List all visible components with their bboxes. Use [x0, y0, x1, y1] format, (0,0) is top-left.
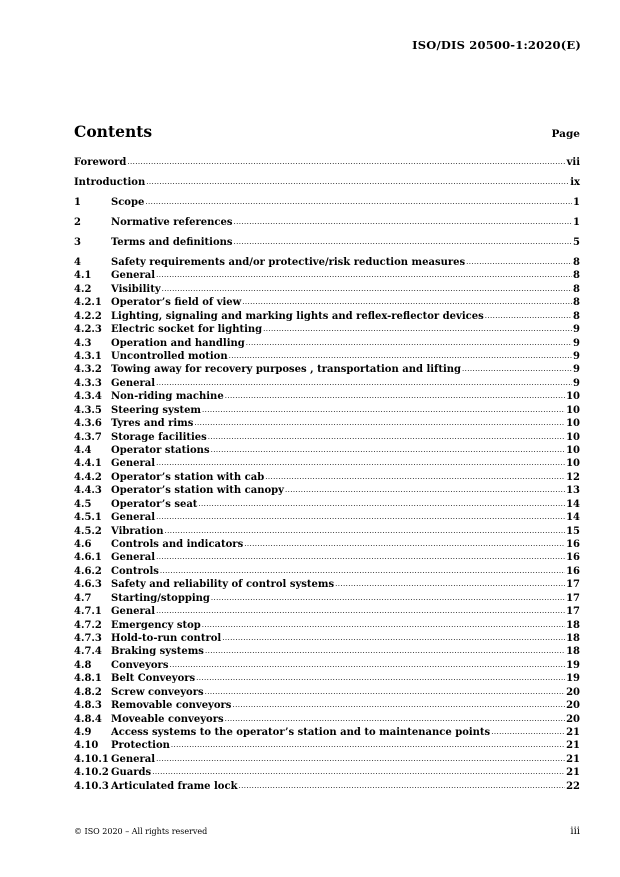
toc-entry[interactable]: [74, 619, 580, 632]
toc-leader-dots: [222, 631, 565, 645]
toc-leader-dots: [205, 685, 565, 699]
toc-entry-number: 4.5.2: [74, 525, 102, 537]
toc-entry[interactable]: [74, 377, 580, 390]
toc-entry-number: 4.3.5: [74, 404, 102, 416]
toc-leader-dots: [156, 604, 565, 618]
toc-entry-title: Vibration: [111, 525, 164, 537]
toc-entry[interactable]: [74, 196, 580, 209]
toc-leader-dots: [246, 336, 572, 350]
toc-entry[interactable]: [74, 323, 580, 336]
toc-entry-page: 18: [566, 633, 580, 645]
toc-entry-number: 4.6.1: [74, 552, 102, 564]
toc-entry-page: 9: [573, 377, 580, 389]
toc-entry-number: 4.8: [74, 659, 92, 671]
toc-entry-page: 21: [566, 727, 580, 739]
toc-entry-title: Steering system: [111, 404, 202, 416]
toc-entry-title: Braking systems: [111, 646, 204, 658]
toc-leader-dots: [156, 268, 572, 282]
toc-entry[interactable]: [74, 525, 580, 538]
toc-leader-dots: [229, 349, 572, 363]
toc-entry-title: Introduction: [74, 177, 146, 188]
toc-entry-number: 4.2.3: [74, 324, 102, 336]
toc-leader-dots: [156, 752, 565, 766]
toc-entry-number: 4.8.4: [74, 713, 102, 725]
toc-entry-page: 19: [566, 659, 580, 671]
toc-entry-title: General: [111, 377, 156, 389]
toc-entry-number: 4.7.2: [74, 619, 102, 631]
toc-leader-dots: [146, 175, 569, 189]
toc-entry[interactable]: [74, 753, 580, 766]
toc-entry-title: Protection: [111, 740, 170, 752]
toc-entry-page: 17: [566, 579, 580, 591]
toc-entry-number: 4.3: [74, 337, 92, 349]
toc-entry-number: 4.4.1: [74, 458, 102, 470]
toc-entry-title: General: [111, 458, 156, 470]
toc-entry-title: General: [111, 512, 156, 524]
toc-leader-dots: [194, 416, 565, 430]
toc-entry-number: 4.3.6: [74, 418, 102, 430]
toc-entry-number: 4.3.1: [74, 351, 102, 362]
toc-leader-dots: [169, 658, 565, 672]
toc-entry-number: 4.2.2: [74, 310, 102, 322]
toc-leader-dots: [491, 725, 565, 739]
toc-leader-dots: [263, 322, 572, 336]
toc-entry-number: 4.5.1: [74, 512, 102, 524]
toc-leader-dots: [234, 235, 573, 249]
toc-leader-dots: [234, 215, 573, 229]
toc-leader-dots: [156, 456, 565, 470]
toc-leader-dots: [242, 295, 572, 309]
toc-leader-dots: [198, 497, 565, 511]
toc-entry-number: 4.5: [74, 498, 92, 510]
toc-entry-number: 4.4: [74, 445, 92, 457]
toc-entry-number: 4.4.3: [74, 485, 102, 497]
toc-entry-page: 9: [573, 324, 580, 336]
toc-entry-page: 5: [573, 237, 580, 248]
toc-entry-number: 4.10: [74, 740, 99, 752]
toc-entry-number: 4.10.2: [74, 767, 109, 779]
toc-entry[interactable]: [74, 780, 580, 793]
toc-entry-page: ix: [570, 177, 580, 188]
toc-entry[interactable]: [74, 632, 580, 645]
toc-entry-page: 20: [566, 686, 580, 698]
toc-entry-number: 4.7.1: [74, 606, 102, 618]
toc-entry-title: Storage facilities: [111, 431, 207, 443]
toc-leader-dots: [285, 483, 565, 497]
toc-entry-page: 14: [566, 512, 580, 524]
toc-entry[interactable]: [74, 471, 580, 484]
toc-leader-dots: [225, 389, 565, 403]
toc-entry-number: 4.10.3: [74, 780, 109, 792]
toc-entry-page: 16: [566, 552, 580, 564]
toc-entry-number: 4.6: [74, 539, 92, 551]
toc-entry-page: 13: [566, 485, 580, 497]
toc-entry-page: 21: [566, 753, 580, 765]
toc-entry[interactable]: [74, 176, 580, 189]
toc-entry-number: 4.2: [74, 283, 92, 295]
toc-entry-title: Safety and reliability of control systems: [111, 579, 335, 591]
toc-entry-title: Hold-to-run control: [111, 633, 222, 645]
toc-entry[interactable]: [74, 713, 580, 726]
toc-entry-page: 9: [573, 337, 580, 349]
toc-leader-dots: [202, 618, 565, 632]
toc-entry-title: Emergency stop: [111, 619, 201, 631]
toc-entry[interactable]: [74, 672, 580, 685]
toc-entry[interactable]: [74, 498, 580, 511]
toc-entry-title: Operator’s station with cab: [111, 471, 265, 483]
toc-leader-dots: [164, 524, 565, 538]
toc-entry-title: General: [111, 753, 156, 765]
toc-leader-dots: [152, 765, 565, 779]
toc-entry-number: 4.1: [74, 270, 92, 282]
toc-entry-page: 20: [566, 713, 580, 725]
toc-entry-page: 10: [566, 418, 580, 430]
toc-leader-dots: [211, 443, 566, 457]
contents-heading: Contents: [74, 122, 153, 141]
toc-entry-page: 1: [573, 217, 580, 228]
toc-entry[interactable]: [74, 337, 580, 350]
toc-entry-number: 4.3.2: [74, 364, 102, 376]
toc-leader-dots: [171, 738, 565, 752]
toc-entry[interactable]: [74, 766, 580, 779]
toc-entry[interactable]: [74, 310, 580, 323]
toc-entry-title: Articulated frame lock: [111, 780, 238, 792]
toc-leader-dots: [211, 591, 565, 605]
toc-entry[interactable]: [74, 444, 580, 457]
toc-entry-number: 4.10.1: [74, 753, 109, 765]
toc-entry-page: 9: [573, 351, 580, 362]
toc-entry-number: 4.2.1: [74, 297, 102, 309]
toc-entry[interactable]: [74, 156, 580, 169]
toc-entry-title: Safety requirements and/or protective/risk reduction measures: [111, 257, 466, 268]
toc-leader-dots: [335, 577, 565, 591]
toc-entry-title: Belt Conveyors: [111, 673, 196, 685]
copyright-notice: © ISO 2020 – All rights reserved: [74, 827, 208, 836]
toc-entry-title: Removable conveyors: [111, 700, 232, 712]
toc-entry-page: 10: [566, 458, 580, 470]
toc-leader-dots: [462, 362, 572, 376]
toc-entry-title: Screw conveyors: [111, 686, 204, 698]
toc-entry-page: 21: [566, 740, 580, 752]
toc-entry-page: 12: [566, 471, 580, 483]
toc-entry-number: 4.7.3: [74, 633, 102, 645]
toc-leader-dots: [205, 644, 565, 658]
toc-entry-number: 1: [74, 197, 81, 208]
toc-entry-title: Operator’s seat: [111, 498, 198, 510]
toc-entry-page: vii: [566, 157, 580, 168]
toc-entry[interactable]: [74, 390, 580, 403]
toc-entry-title: Operator’s station with canopy: [111, 485, 284, 497]
toc-entry-number: 4.8.3: [74, 700, 102, 712]
toc-entry-number: 4.7: [74, 592, 92, 604]
toc-leader-dots: [145, 195, 572, 209]
toc-leader-dots: [265, 470, 565, 484]
toc-entry-title: Terms and definitions: [111, 237, 233, 248]
page-column-label: Page: [551, 128, 580, 140]
toc-entry-title: Guards: [111, 767, 152, 779]
toc-leader-dots: [196, 671, 565, 685]
toc-leader-dots: [485, 309, 572, 323]
toc-entry[interactable]: [74, 511, 580, 524]
toc-entry-page: 8: [573, 297, 580, 309]
toc-entry-number: 4.6.3: [74, 579, 102, 591]
toc-entry-page: 8: [573, 270, 580, 282]
toc-entry-page: 21: [566, 767, 580, 779]
toc-entry-title: Controls: [111, 565, 159, 577]
toc-leader-dots: [466, 255, 572, 269]
toc-entry[interactable]: [74, 605, 580, 618]
toc-entry[interactable]: [74, 484, 580, 497]
toc-entry[interactable]: [74, 283, 580, 296]
toc-entry-title: Visibility: [111, 283, 161, 295]
toc-entry[interactable]: [74, 686, 580, 699]
toc-entry-title: Starting/stopping: [111, 592, 210, 604]
toc-entry-title: General: [111, 606, 156, 618]
toc-leader-dots: [202, 403, 565, 417]
toc-entry-page: 10: [566, 404, 580, 416]
toc-entry-page: 1: [573, 197, 580, 208]
toc-entry-page: 20: [566, 700, 580, 712]
toc-entry-title: Controls and indicators: [111, 539, 244, 551]
toc-entry-number: 4.9: [74, 727, 92, 739]
toc-entry[interactable]: [74, 256, 580, 269]
toc-entry-title: Electric socket for lighting: [111, 324, 263, 336]
toc-entry-number: 3: [74, 237, 81, 248]
toc-entry-number: 4.8.2: [74, 686, 102, 698]
toc-entry-number: 4.4.2: [74, 471, 102, 483]
toc-leader-dots: [156, 376, 572, 390]
toc-entry-title: Operator stations: [111, 445, 210, 457]
toc-entry[interactable]: [74, 431, 580, 444]
toc-entry-number: 4.6.2: [74, 565, 102, 577]
toc-entry-page: 10: [566, 445, 580, 457]
toc-entry[interactable]: [74, 551, 580, 564]
toc-entry-page: 18: [566, 646, 580, 658]
toc-entry[interactable]: [74, 417, 580, 430]
toc-entry-page: 15: [566, 525, 580, 537]
toc-entry-number: 4.3.4: [74, 391, 102, 403]
toc-leader-dots: [225, 712, 565, 726]
toc-entry-title: Moveable conveyors: [111, 713, 224, 725]
toc-entry-page: 17: [566, 592, 580, 604]
toc-entry[interactable]: [74, 726, 580, 739]
toc-entry[interactable]: [74, 269, 580, 282]
toc-entry[interactable]: [74, 538, 580, 551]
toc-entry-page: 14: [566, 498, 580, 510]
toc-entry-page: 8: [573, 257, 580, 268]
toc-leader-dots: [160, 564, 565, 578]
toc-entry-number: 4: [74, 257, 81, 268]
toc-leader-dots: [232, 698, 565, 712]
toc-entry-number: 4.7.4: [74, 646, 102, 658]
toc-entry[interactable]: [74, 350, 580, 363]
toc-leader-dots: [127, 155, 565, 169]
toc-leader-dots: [239, 779, 566, 793]
toc-entry-title: General: [111, 552, 156, 564]
toc-entry[interactable]: [74, 457, 580, 470]
toc-entry-page: 16: [566, 539, 580, 551]
page-number: iii: [570, 826, 580, 837]
toc-entry[interactable]: [74, 699, 580, 712]
toc-entry-number: 4.3.3: [74, 377, 102, 389]
toc-entry-page: 9: [573, 364, 580, 376]
toc-entry-title: Non-riding machine: [111, 391, 224, 403]
toc-leader-dots: [156, 510, 565, 524]
toc-entry[interactable]: [74, 404, 580, 417]
toc-leader-dots: [244, 537, 565, 551]
toc-entry-page: 8: [573, 283, 580, 295]
toc-entry-title: Operator’s field of view: [111, 297, 242, 309]
toc-entry-page: 19: [566, 673, 580, 685]
toc-entry[interactable]: [74, 216, 580, 229]
toc-entry[interactable]: [74, 296, 580, 309]
toc-entry-page: 10: [566, 391, 580, 403]
toc-entry-title: Foreword: [74, 157, 127, 168]
toc-entry[interactable]: [74, 659, 580, 672]
toc-entry-number: 2: [74, 217, 81, 228]
toc-entry-title: Conveyors: [111, 659, 169, 671]
toc-entry[interactable]: [74, 236, 580, 249]
toc-entry-title: Tyres and rims: [111, 418, 194, 430]
toc-entry[interactable]: [74, 739, 580, 752]
toc-entry-title: Towing away for recovery purposes , transportation and lifting: [111, 364, 462, 376]
toc-entry-title: Lighting, signaling and marking lights and reflex-reflector devices: [111, 310, 484, 322]
toc-entry-page: 10: [566, 431, 580, 443]
toc-entry[interactable]: [74, 578, 580, 591]
toc-entry-title: Uncontrolled motion: [111, 351, 228, 362]
toc-entry-page: 22: [566, 780, 580, 792]
toc-entry[interactable]: [74, 645, 580, 658]
toc-leader-dots: [208, 430, 565, 444]
toc-entry-page: 8: [573, 310, 580, 322]
toc-entry[interactable]: [74, 592, 580, 605]
toc-entry-title: Scope: [111, 197, 145, 208]
toc-entry-title: Normative references: [111, 217, 233, 228]
toc-entry-number: 4.8.1: [74, 673, 102, 685]
toc-entry-number: 4.3.7: [74, 431, 102, 443]
toc-entry-page: 16: [566, 565, 580, 577]
toc-entry[interactable]: [74, 565, 580, 578]
document-code: ISO/DIS 20500-1:2020(E): [412, 38, 581, 52]
toc-leader-dots: [156, 550, 565, 564]
toc-entry-title: Operation and handling: [111, 337, 245, 349]
toc-entry-page: 18: [566, 619, 580, 631]
toc-entry-title: General: [111, 270, 156, 282]
toc-entry-page: 17: [566, 606, 580, 618]
toc-leader-dots: [162, 282, 572, 296]
toc-entry-title: Access systems to the operator’s station and to maintenance points: [111, 727, 491, 739]
toc-entry[interactable]: [74, 363, 580, 376]
